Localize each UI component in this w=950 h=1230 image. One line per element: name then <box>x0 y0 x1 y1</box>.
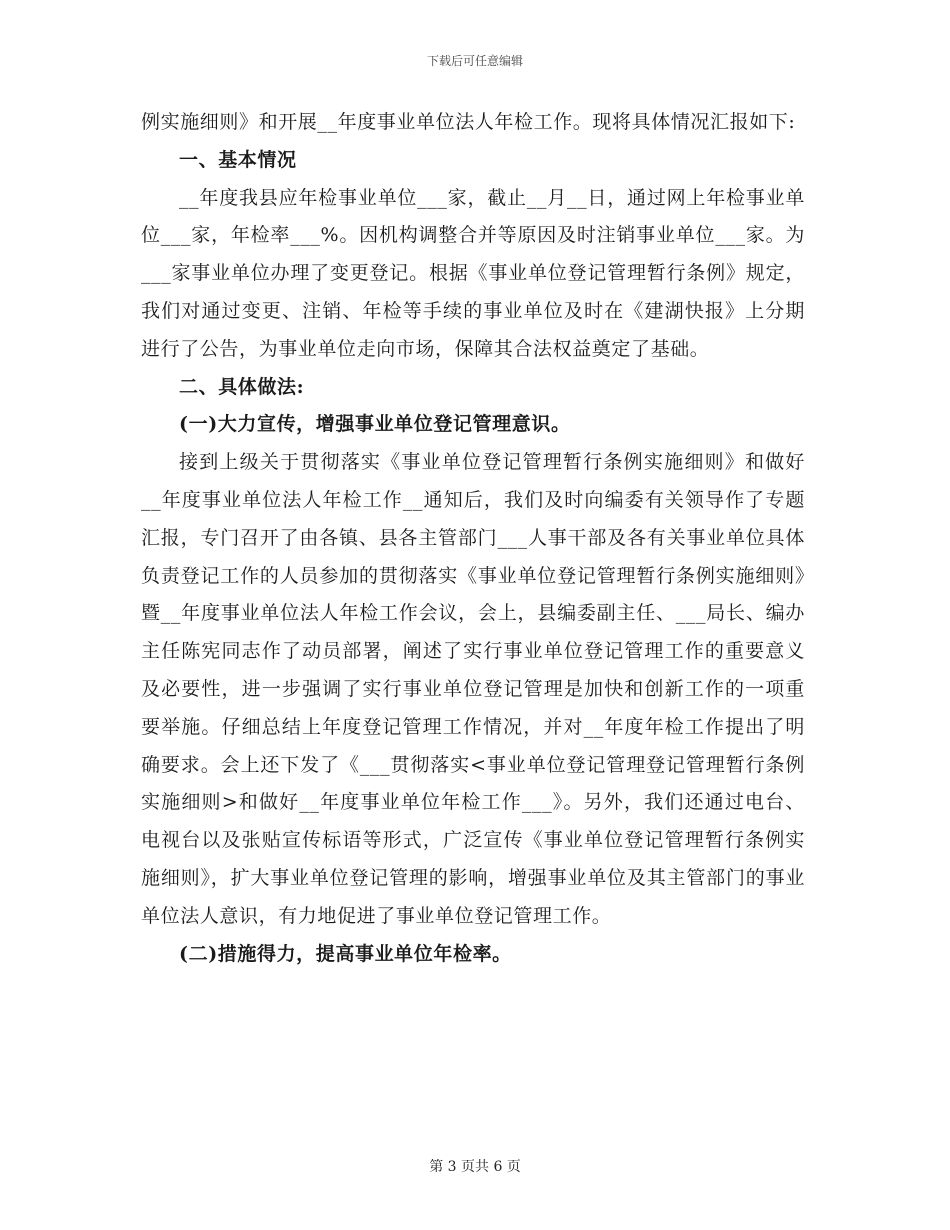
page-header-note: 下载后可任意编辑 <box>426 54 523 68</box>
intro-paragraph: 例实施细则》和开展__年度事业单位法人年检工作。现将具体情况汇报如下: <box>141 111 796 133</box>
section-heading-specific-methods: 二、具体做法: <box>179 375 305 398</box>
publicity-paragraph: 接到上级关于贯彻落实《事业单位登记管理暂行条例实施细则》和做好__年度事业单位法人年检工作__通知后，我们及时向编委有关领导作了专题汇报，专门召开了由各镇、县各主管部门___人事干部及各有关事业单位具体负责登记工作的人员参加的贯彻落实《事业单位登记管理暂行条例实施细则》暨__年度事业单位法人年检工作会议，会上，县编委副主任、___局长、编办主任陈宪同志作了动员部署，阐述了实行事业单位登记管理工作的重要意义及必要性，进一步强调了实行事业单位登记管理是加快和创新工作的一项重要举施。仔细总结上年度登记管理工作情况，并对__年度年检工作提出了明确要求。会上还下发了《___贯彻落实<事业单位登记管理登记管理暂行条例实施细则>和做好__年度事业单位年检工作___》。另外，我们还通过电台、电视台以及张贴宣传标语等形式，广泛宣传《事业单位登记管理暂行条例实施细则》，扩大事业单位登记管理的影响，增强事业单位及其主管部门的事业单位法人意识，有力地促进了事业单位登记管理工作。 <box>141 451 805 927</box>
document-body <box>141 104 805 973</box>
page-number-footer: 第 3 页共 6 页 <box>429 1159 521 1175</box>
basic-situation-paragraph: __年度我县应年检事业单位___家，截止__月__日，通过网上年检事业单位___家，年检率___%。因机构调整合并等原因及时注销事业单位___家。为___家事业单位办理了变更登记。根据《事业单位登记管理暂行条例》规定，我们对通过变更、注销、年检等手续的事业单位及时在《建湖快报》上分期进行了公告，为事业单位走向市场，保障其合法权益奠定了基础。 <box>141 186 805 360</box>
subsection-heading-measures: (二)措施得力，提高事业单位年检率。 <box>179 942 512 965</box>
section-heading-basic-situation: 一、基本情况 <box>179 148 297 171</box>
subsection-heading-publicity: (一)大力宣传，增强事业单位登记管理意识。 <box>179 413 571 436</box>
